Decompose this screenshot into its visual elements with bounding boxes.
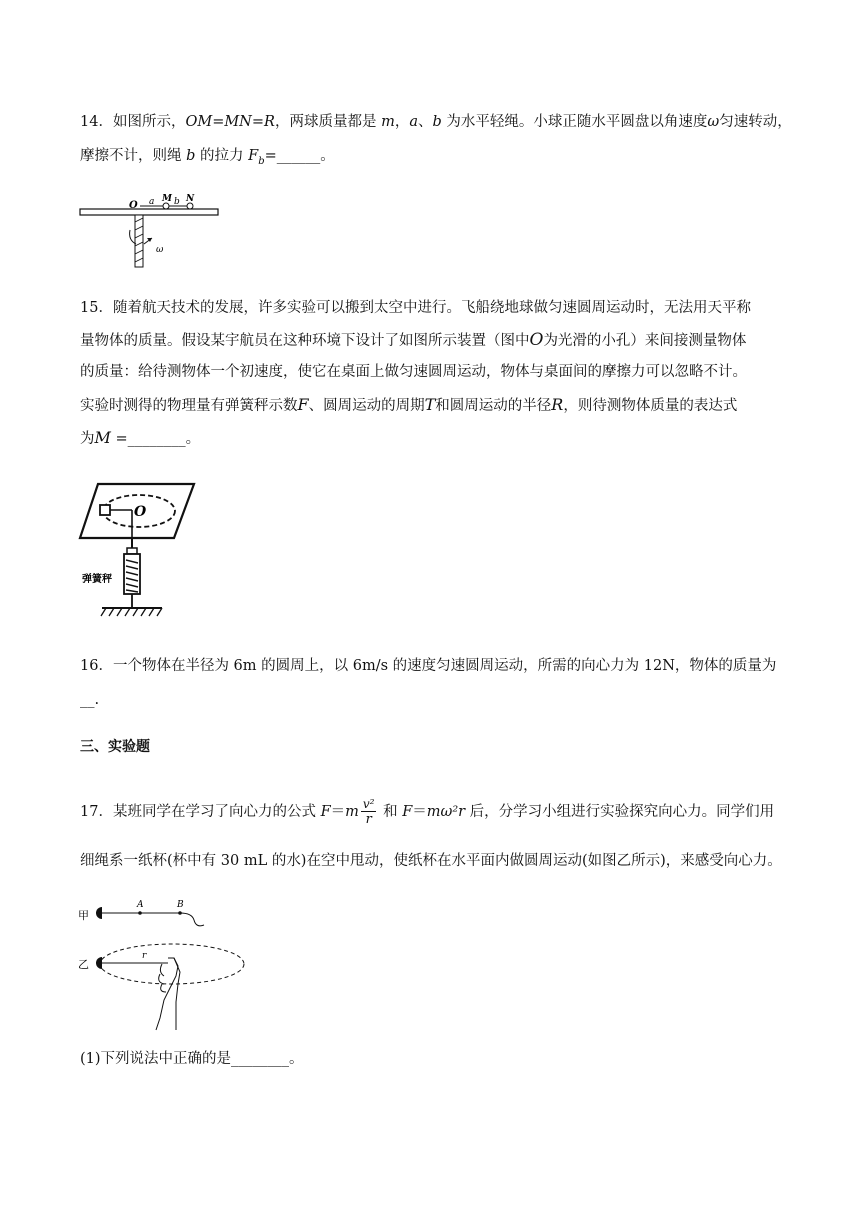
q17-fig-label-B: B xyxy=(177,900,184,910)
q14-fig-label-M: M xyxy=(162,194,172,204)
q17-fig-label-jia: 甲 xyxy=(78,909,89,922)
q16-line-1: 16．一个物体在半径为 6m 的圆周上，以 6m/s 的速度匀速圆周运动，所需的向心力为 12N，物体的质量为 xyxy=(80,658,777,674)
q14-fig-label-omega: ω xyxy=(156,245,164,255)
q17-figure-cup-on-string xyxy=(76,892,256,1032)
q17-fig-label-yi: 乙 xyxy=(78,958,89,971)
q16-line-2: __. xyxy=(80,692,100,708)
q15-line-1: 15．随着航天技术的发展，许多实验可以搬到太空中进行。飞船绕地球做匀速圆周运动时，无法用天平称 xyxy=(80,300,751,316)
q15-fig-label-spring-scale: 弹簧秤 xyxy=(82,574,112,585)
q15-line-4: 实验时测得的物理量有弹簧秤示数F、圆周运动的周期T和圆周运动的半径R，则待测物体质量的表达式 xyxy=(80,395,738,414)
q17-fig-label-r: r xyxy=(142,951,147,961)
q14-equation: OM=MN=R xyxy=(185,114,275,130)
q14-fig-label-N: N xyxy=(186,194,195,204)
q14-answer-blank: =______。 xyxy=(264,148,335,164)
q15-answer-blank: =________。 xyxy=(110,431,201,447)
q15-line-5: 为M =________。 xyxy=(80,428,201,447)
q17-subquestion-1: (1)下列说法中正确的是________。 xyxy=(80,1051,304,1067)
q14-figure-rotating-disk xyxy=(78,192,223,272)
q15-line-3: 的质量：给待测物体一个初速度，使它在桌面上做匀速圆周运动，物体与桌面间的摩擦力可以忽略不计。 xyxy=(80,364,747,380)
q14-fig-label-b: b xyxy=(174,197,180,207)
q14-line-2: 摩擦不计，则绳 b 的拉力 $F_b=\_\_\_\_\_\_$。 xyxy=(80,148,335,167)
q17-line-1: 17．某班同学在学习了向心力的公式 F＝m $\frac{\text{v²}}{r}$ 和 F＝mω²r 后，分学习小组进行实验探究向心力。同学们用 xyxy=(80,796,775,827)
q14-fig-label-a: a xyxy=(149,197,155,207)
q15-fig-label-O: O xyxy=(134,504,147,520)
q17-fraction: $\frac{\text{v²}}{r}$ xyxy=(362,796,375,827)
section-heading-experiments: 三、实验题 xyxy=(80,739,150,755)
q14-fig-label-O: O xyxy=(129,200,138,211)
q17-fig-label-A: A xyxy=(137,900,144,910)
q17-line-2: 细绳系一纸杯(杯中有 30 mL 的水)在空中甩动，使纸杯在水平面内做圆周运动(如图乙所示)，来感受向心力。 xyxy=(80,853,782,869)
q15-figure-spring-scale xyxy=(76,480,206,620)
q15-line-2: 量物体的质量。假设某宇航员在这种环境下设计了如图所示装置（图中O为光滑的小孔）来间接测量物体 xyxy=(80,330,747,350)
q14-line-1: 14．如图所示，OM=MN=R，两球质量都是 m，a、b 为水平轻绳。小球正随水平圆盘以角速度ω匀速转动， xyxy=(80,114,792,130)
q14-number: 14． xyxy=(80,114,113,130)
